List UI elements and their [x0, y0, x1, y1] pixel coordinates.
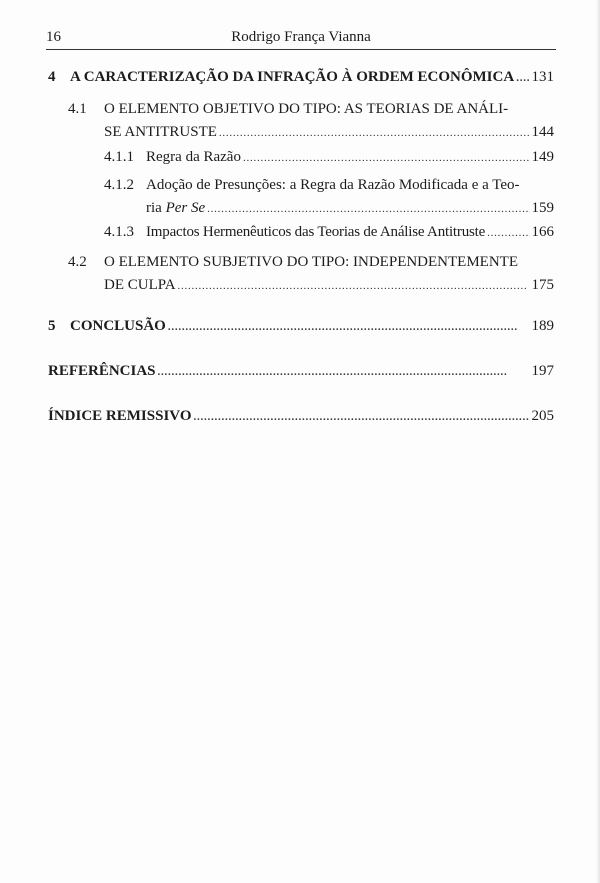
toc-entry-section-4-1[interactable]	[68, 98, 554, 145]
toc-title-line1: O ELEMENTO SUBJETIVO DO TIPO: INDEPENDENTEMENTE	[104, 254, 518, 270]
toc-page-number: 144	[531, 124, 554, 140]
toc-title: A CARACTERIZAÇÃO DA INFRAÇÃO À ORDEM ECONÔMICA	[70, 69, 515, 85]
toc-number: 4.2	[68, 254, 87, 270]
toc-page-number: 149	[531, 149, 554, 165]
header-rule	[46, 49, 556, 50]
toc-entry-references[interactable]	[48, 360, 554, 384]
toc-number: 4.1.1	[104, 149, 134, 165]
leader-dots	[178, 274, 530, 298]
page-header	[46, 29, 556, 49]
toc-page-number: 166	[531, 224, 554, 240]
toc-page-number: 205	[531, 408, 554, 424]
toc-title: Regra da Razão	[146, 149, 241, 165]
toc-entry-index[interactable]	[48, 405, 554, 429]
toc-title-line1: Adoção de Presunções: a Regra da Razão Modificada e a Teo-	[146, 177, 520, 193]
toc-page-number: 131	[531, 69, 554, 85]
toc-entry-chapter-5[interactable]	[48, 315, 554, 339]
toc-title: ÍNDICE REMISSIVO	[48, 408, 192, 424]
leader-dots	[207, 197, 529, 221]
leader-dots	[219, 121, 530, 145]
toc-entry-chapter-4[interactable]	[48, 66, 554, 90]
toc-entry-section-4-1-1[interactable]	[104, 146, 554, 170]
toc-title-line2: DE CULPA	[104, 277, 176, 293]
toc-entry-section-4-1-3[interactable]	[104, 221, 554, 245]
toc-title: CONCLUSÃO	[70, 318, 166, 334]
toc-title-line2: ria Per Se	[146, 200, 206, 216]
toc-number: 4	[48, 69, 56, 85]
toc-title: Impactos Hermenêuticos das Teorias de Análise Antitruste	[146, 224, 486, 240]
toc-number: 4.1.2	[104, 177, 134, 193]
toc-page-number: 197	[531, 363, 554, 379]
toc-title-line1: O ELEMENTO OBJETIVO DO TIPO: AS TEORIAS DE ANÁLI-	[104, 101, 509, 117]
leader-dots	[487, 221, 529, 245]
leader-dots	[243, 146, 530, 170]
toc-title: REFERÊNCIAS	[48, 363, 156, 379]
toc-page-number: 159	[531, 200, 554, 216]
toc-title-line2: SE ANTITRUSTE	[104, 124, 217, 140]
toc-page-number: 189	[531, 318, 554, 334]
page-edge-shadow	[596, 0, 600, 883]
page-number: 16	[46, 29, 61, 45]
leader-dots	[193, 405, 529, 429]
toc-number: 4.1.3	[104, 224, 134, 240]
leader-dots	[516, 66, 529, 90]
toc-entry-section-4-1-2[interactable]	[104, 174, 554, 221]
italic-term: Per Se	[165, 200, 206, 216]
toc-entry-section-4-2[interactable]	[68, 251, 554, 298]
toc-page-number: 175	[531, 277, 554, 293]
leader-dots	[158, 360, 530, 384]
leader-dots	[168, 315, 530, 339]
toc-number: 4.1	[68, 101, 87, 117]
running-head: Rodrigo França Vianna	[231, 29, 371, 45]
toc-number: 5	[48, 318, 56, 334]
